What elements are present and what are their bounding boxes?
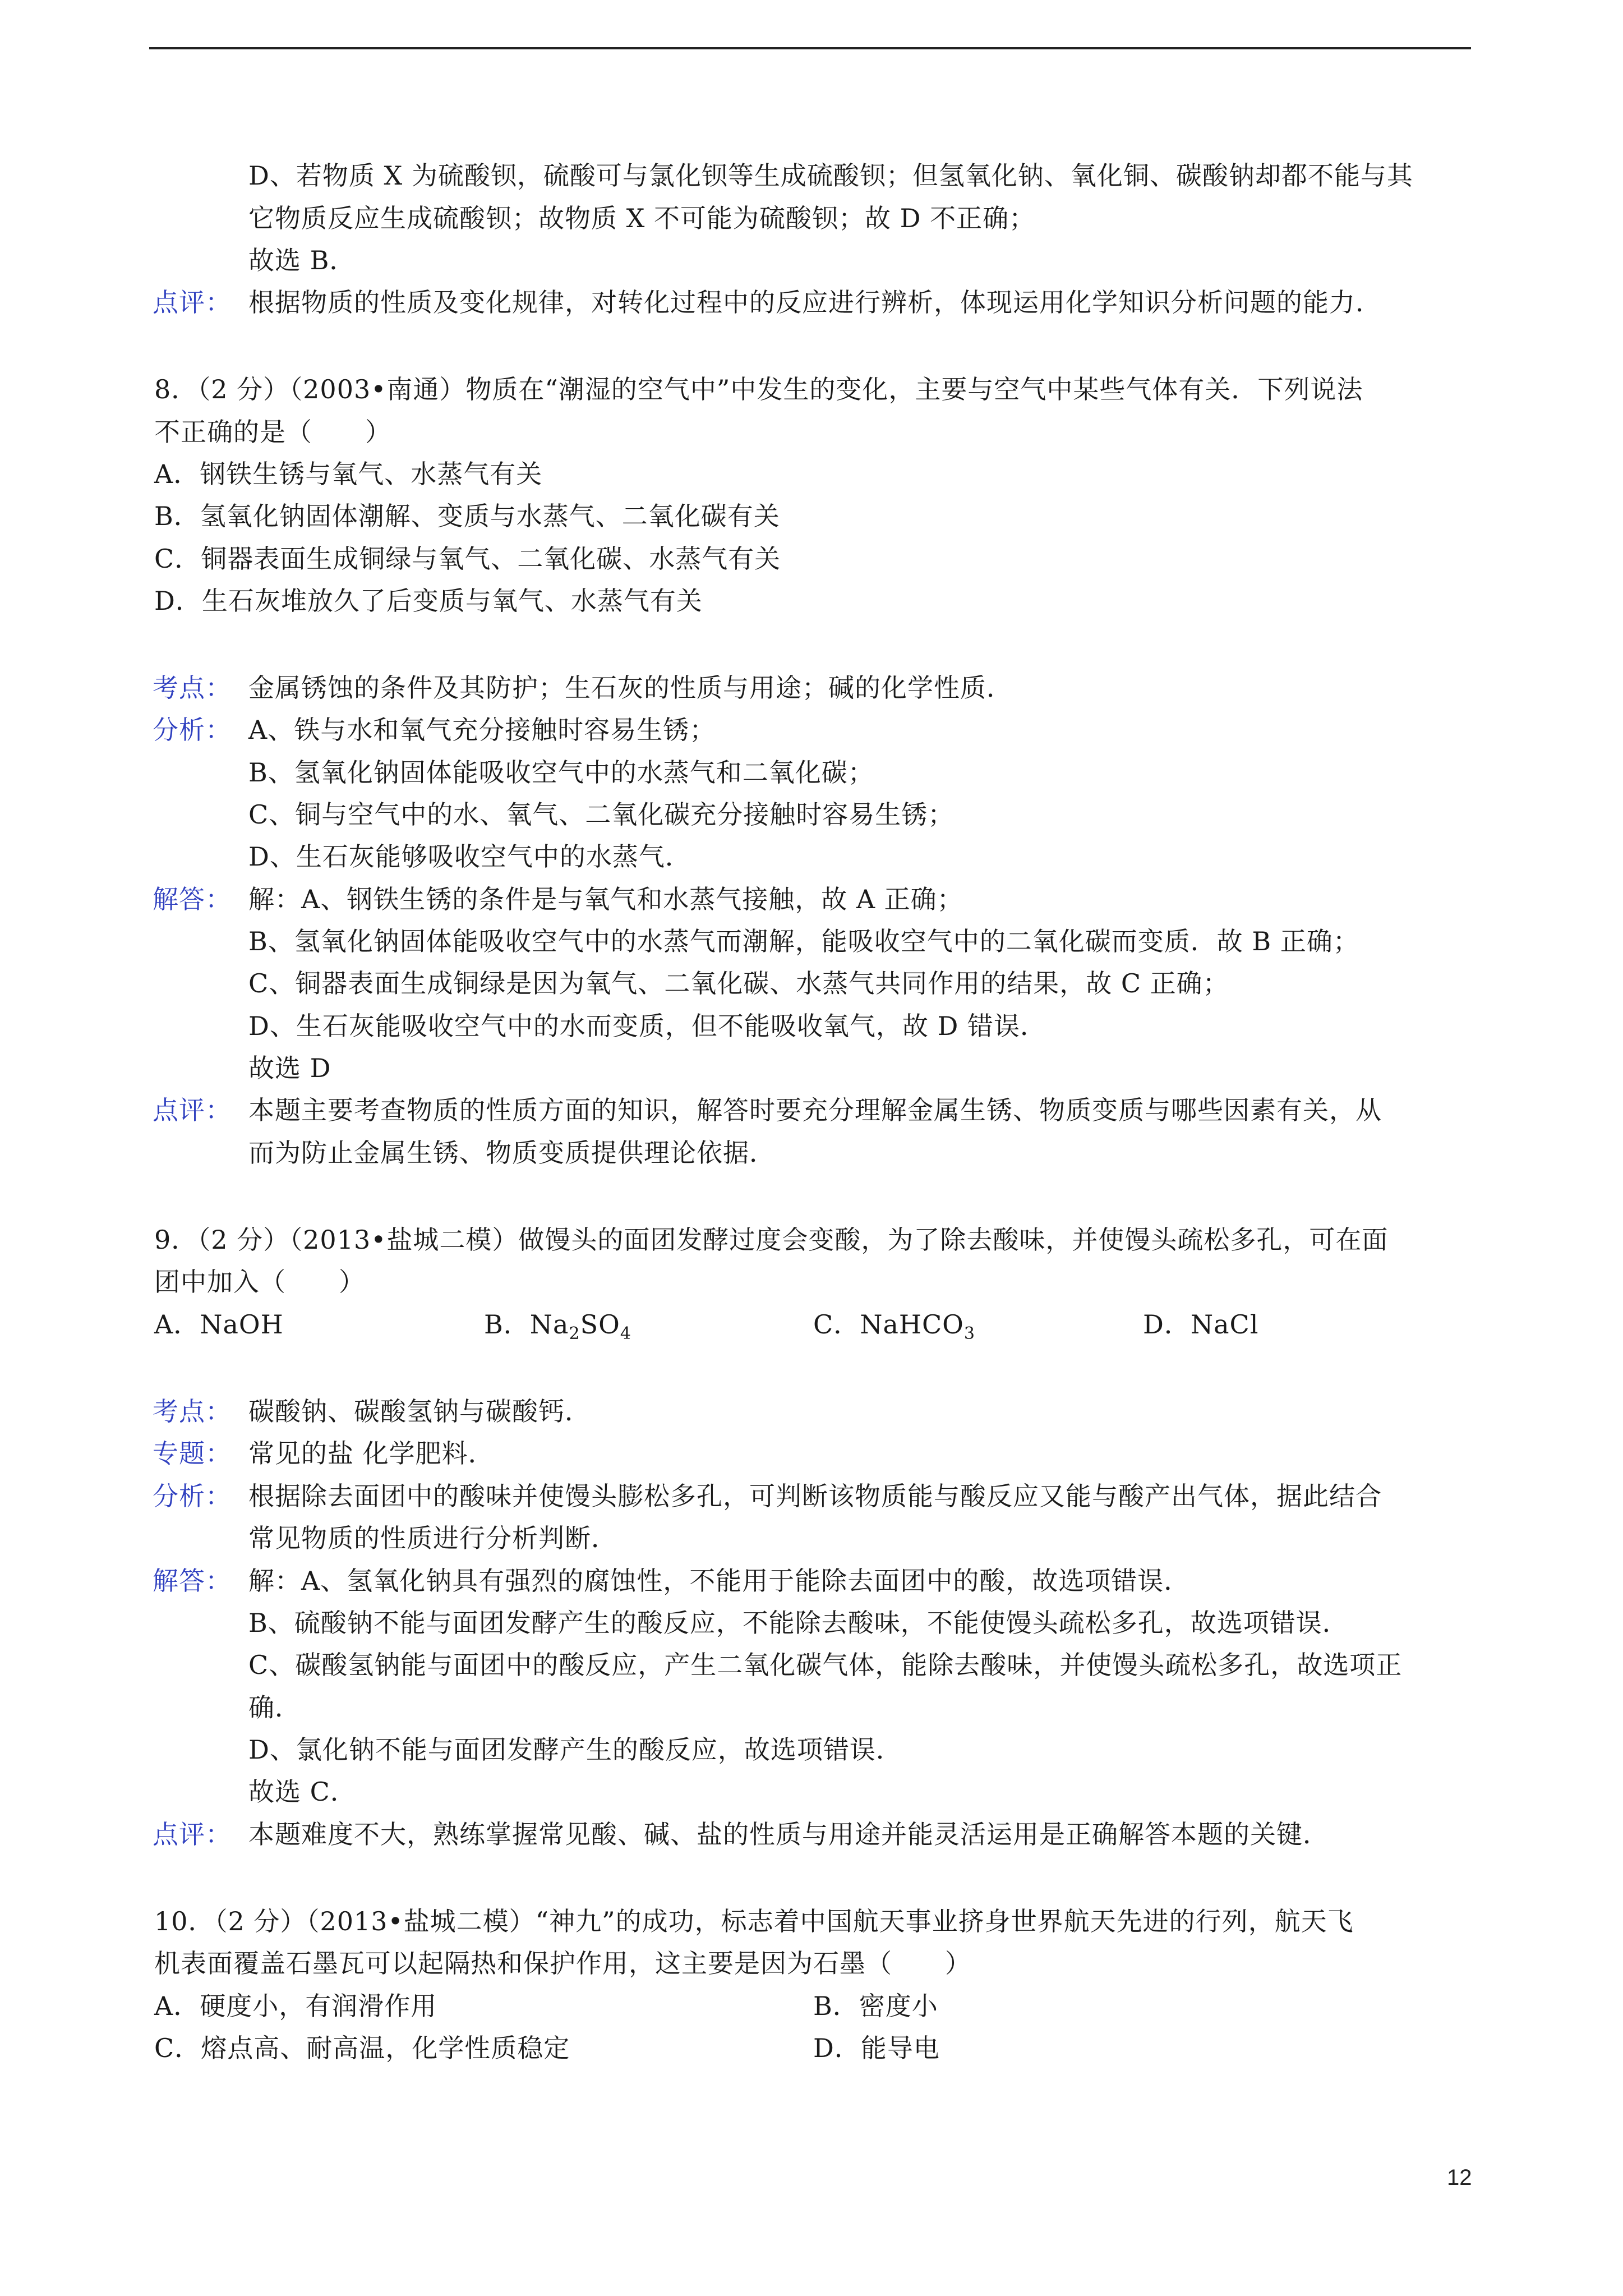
q9-fenxi-label: 分析： <box>153 1481 232 1511</box>
q9-kaodian-text: 碳酸钠、碳酸氢钠与碳酸钙． <box>248 1396 591 1427</box>
q8-stem-line-2: 不正确的是（ ） <box>154 417 391 447</box>
q8-option-d: D．生石灰堆放久了后变质与氧气、水蒸气有关 <box>154 586 703 616</box>
q9-zhuanti-text: 常见的盐 化学肥料． <box>248 1438 495 1469</box>
q9-stem-line-2: 团中加入（ ） <box>154 1267 365 1297</box>
q8-stem-line-1: 8．（2 分）（2003•南通）物质在“潮湿的空气中”中发生的变化，主要与空气中某些气体有关．下列说法 <box>154 374 1363 404</box>
q8-dianping-label: 点评： <box>153 1095 232 1125</box>
q8-jieda-line-1: 解：A、钢铁生锈的条件是与氧气和水蒸气接触，故 A 正确； <box>248 884 963 914</box>
q8-jieda-line-5: 故选 D <box>248 1053 331 1083</box>
q8-option-c: C．铜器表面生成铜绿与氧气、二氧化碳、水蒸气有关 <box>154 544 781 574</box>
q8-kaodian-label: 考点： <box>153 673 232 703</box>
q7-review-label: 点评： <box>153 287 232 318</box>
q7-answer: 故选 B． <box>248 245 356 275</box>
q9-jieda-line-2: B、硫酸钠不能与面团发酵产生的酸反应，不能除去酸味，不能使馒头疏松多孔，故选项错误． <box>248 1608 1349 1638</box>
q7-option-d-line-2: 它物质反应生成硫酸钡；故物质 X 不可能为硫酸钡；故 D 不正确； <box>248 203 1036 233</box>
q8-option-b: B．氢氧化钠固体潮解、变质与水蒸气、二氧化碳有关 <box>154 501 780 531</box>
q8-jieda-line-4: D、生石灰能吸收空气中的水而变质，但不能吸收氧气，故 D 错误． <box>248 1011 1047 1041</box>
q8-jieda-line-3: C、铜器表面生成铜绿是因为氧气、二氧化碳、水蒸气共同作用的结果，故 C 正确； <box>248 968 1229 999</box>
q10-option-b: B．密度小 <box>813 1991 938 2021</box>
header-rule <box>149 47 1471 49</box>
q9-jieda-line-6: 故选 C． <box>248 1777 357 1807</box>
q9-option-d: D．NaCl <box>1143 1309 1259 1340</box>
q9-kaodian-label: 考点： <box>153 1396 232 1427</box>
q9-dianping-text: 本题难度不大，熟练掌握常见酸、碱、盐的性质与用途并能灵活运用是正确解答本题的关键． <box>248 1819 1329 1849</box>
q10-option-a: A．硬度小，有润滑作用 <box>154 1991 437 2021</box>
q10-option-d: D．能导电 <box>813 2033 940 2063</box>
q10-option-c: C．熔点高、耐高温，化学性质稳定 <box>154 2033 570 2063</box>
q8-fenxi-line-2: B、氢氧化钠固体能吸收空气中的水蒸气和二氧化碳； <box>248 757 874 788</box>
page-number: 12 <box>1447 2165 1472 2190</box>
q9-option-b: B．$Na_2SO_4$ <box>484 1309 631 1343</box>
q8-fenxi-line-3: C、铜与空气中的水、氧气、二氧化碳充分接触时容易生锈； <box>248 799 955 830</box>
q8-fenxi-line-1: A、铁与水和氧气充分接触时容易生锈； <box>248 715 716 745</box>
q9-stem-line-1: 9．（2 分）（2013•盐城二模）做馒头的面团发酵过度会变酸，为了除去酸味，并使馒头疏松多孔，可在面 <box>154 1225 1389 1255</box>
q8-fenxi-line-4: D、生石灰能够吸收空气中的水蒸气． <box>248 841 691 872</box>
q8-kaodian-text: 金属锈蚀的条件及其防护；生石灰的性质与用途；碱的化学性质． <box>248 673 1013 703</box>
q9-option-a: A．NaOH <box>154 1309 284 1340</box>
q8-jieda-label: 解答： <box>153 884 232 914</box>
q8-dianping-line-2: 而为防止金属生锈、物质变质提供理论依据． <box>248 1138 776 1168</box>
q8-dianping-line-1: 本题主要考查物质的性质方面的知识，解答时要充分理解金属生锈、物质变质与哪些因素有关，从 <box>248 1095 1382 1125</box>
q9-jieda-label: 解答： <box>153 1566 232 1596</box>
q8-fenxi-label: 分析： <box>153 715 232 745</box>
q10-stem-line-2: 机表面覆盖石墨瓦可以起隔热和保护作用，这主要是因为石墨（ ） <box>154 1948 971 1978</box>
q10-stem-line-1: 10．（2 分）（2013•盐城二模）“神九”的成功，标志着中国航天事业挤身世界航天先进的行列，航天飞 <box>154 1906 1354 1936</box>
q9-jieda-line-3: C、碳酸氢钠能与面团中的酸反应，产生二氧化碳气体，能除去酸味，并使馒头疏松多孔，故选项正 <box>248 1650 1403 1680</box>
q9-dianping-label: 点评： <box>153 1819 232 1849</box>
q9-fenxi-line-2: 常见物质的性质进行分析判断． <box>248 1523 617 1553</box>
q7-option-d-line-1: D、若物质 X 为硫酸钡，硫酸可与氯化钡等生成硫酸钡；但氢氧化钠、氧化铜、碳酸钠却都不能与其 <box>248 160 1413 191</box>
q9-jieda-line-1: 解：A、氢氧化钠具有强烈的腐蚀性，不能用于能除去面团中的酸，故选项错误． <box>248 1566 1191 1596</box>
q9-option-c: C．NaHCO$_3$ <box>813 1309 975 1343</box>
q9-fenxi-line-1: 根据除去面团中的酸味并使馒头膨松多孔，可判断该物质能与酸反应又能与酸产出气体，据此结合 <box>248 1481 1382 1511</box>
q9-zhuanti-label: 专题： <box>153 1438 232 1469</box>
q9-jieda-line-5: D、氯化钠不能与面团发酵产生的酸反应，故选项错误． <box>248 1734 902 1765</box>
q8-jieda-line-2: B、氢氧化钠固体能吸收空气中的水蒸气而潮解，能吸收空气中的二氧化碳而变质．故 B 正确； <box>248 926 1359 956</box>
q8-option-a: A．钢铁生锈与氧气、水蒸气有关 <box>154 459 543 489</box>
q9-jieda-line-4: 确． <box>248 1692 301 1723</box>
q7-review-text: 根据物质的性质及变化规律，对转化过程中的反应进行辨析，体现运用化学知识分析问题的能力． <box>248 287 1382 318</box>
